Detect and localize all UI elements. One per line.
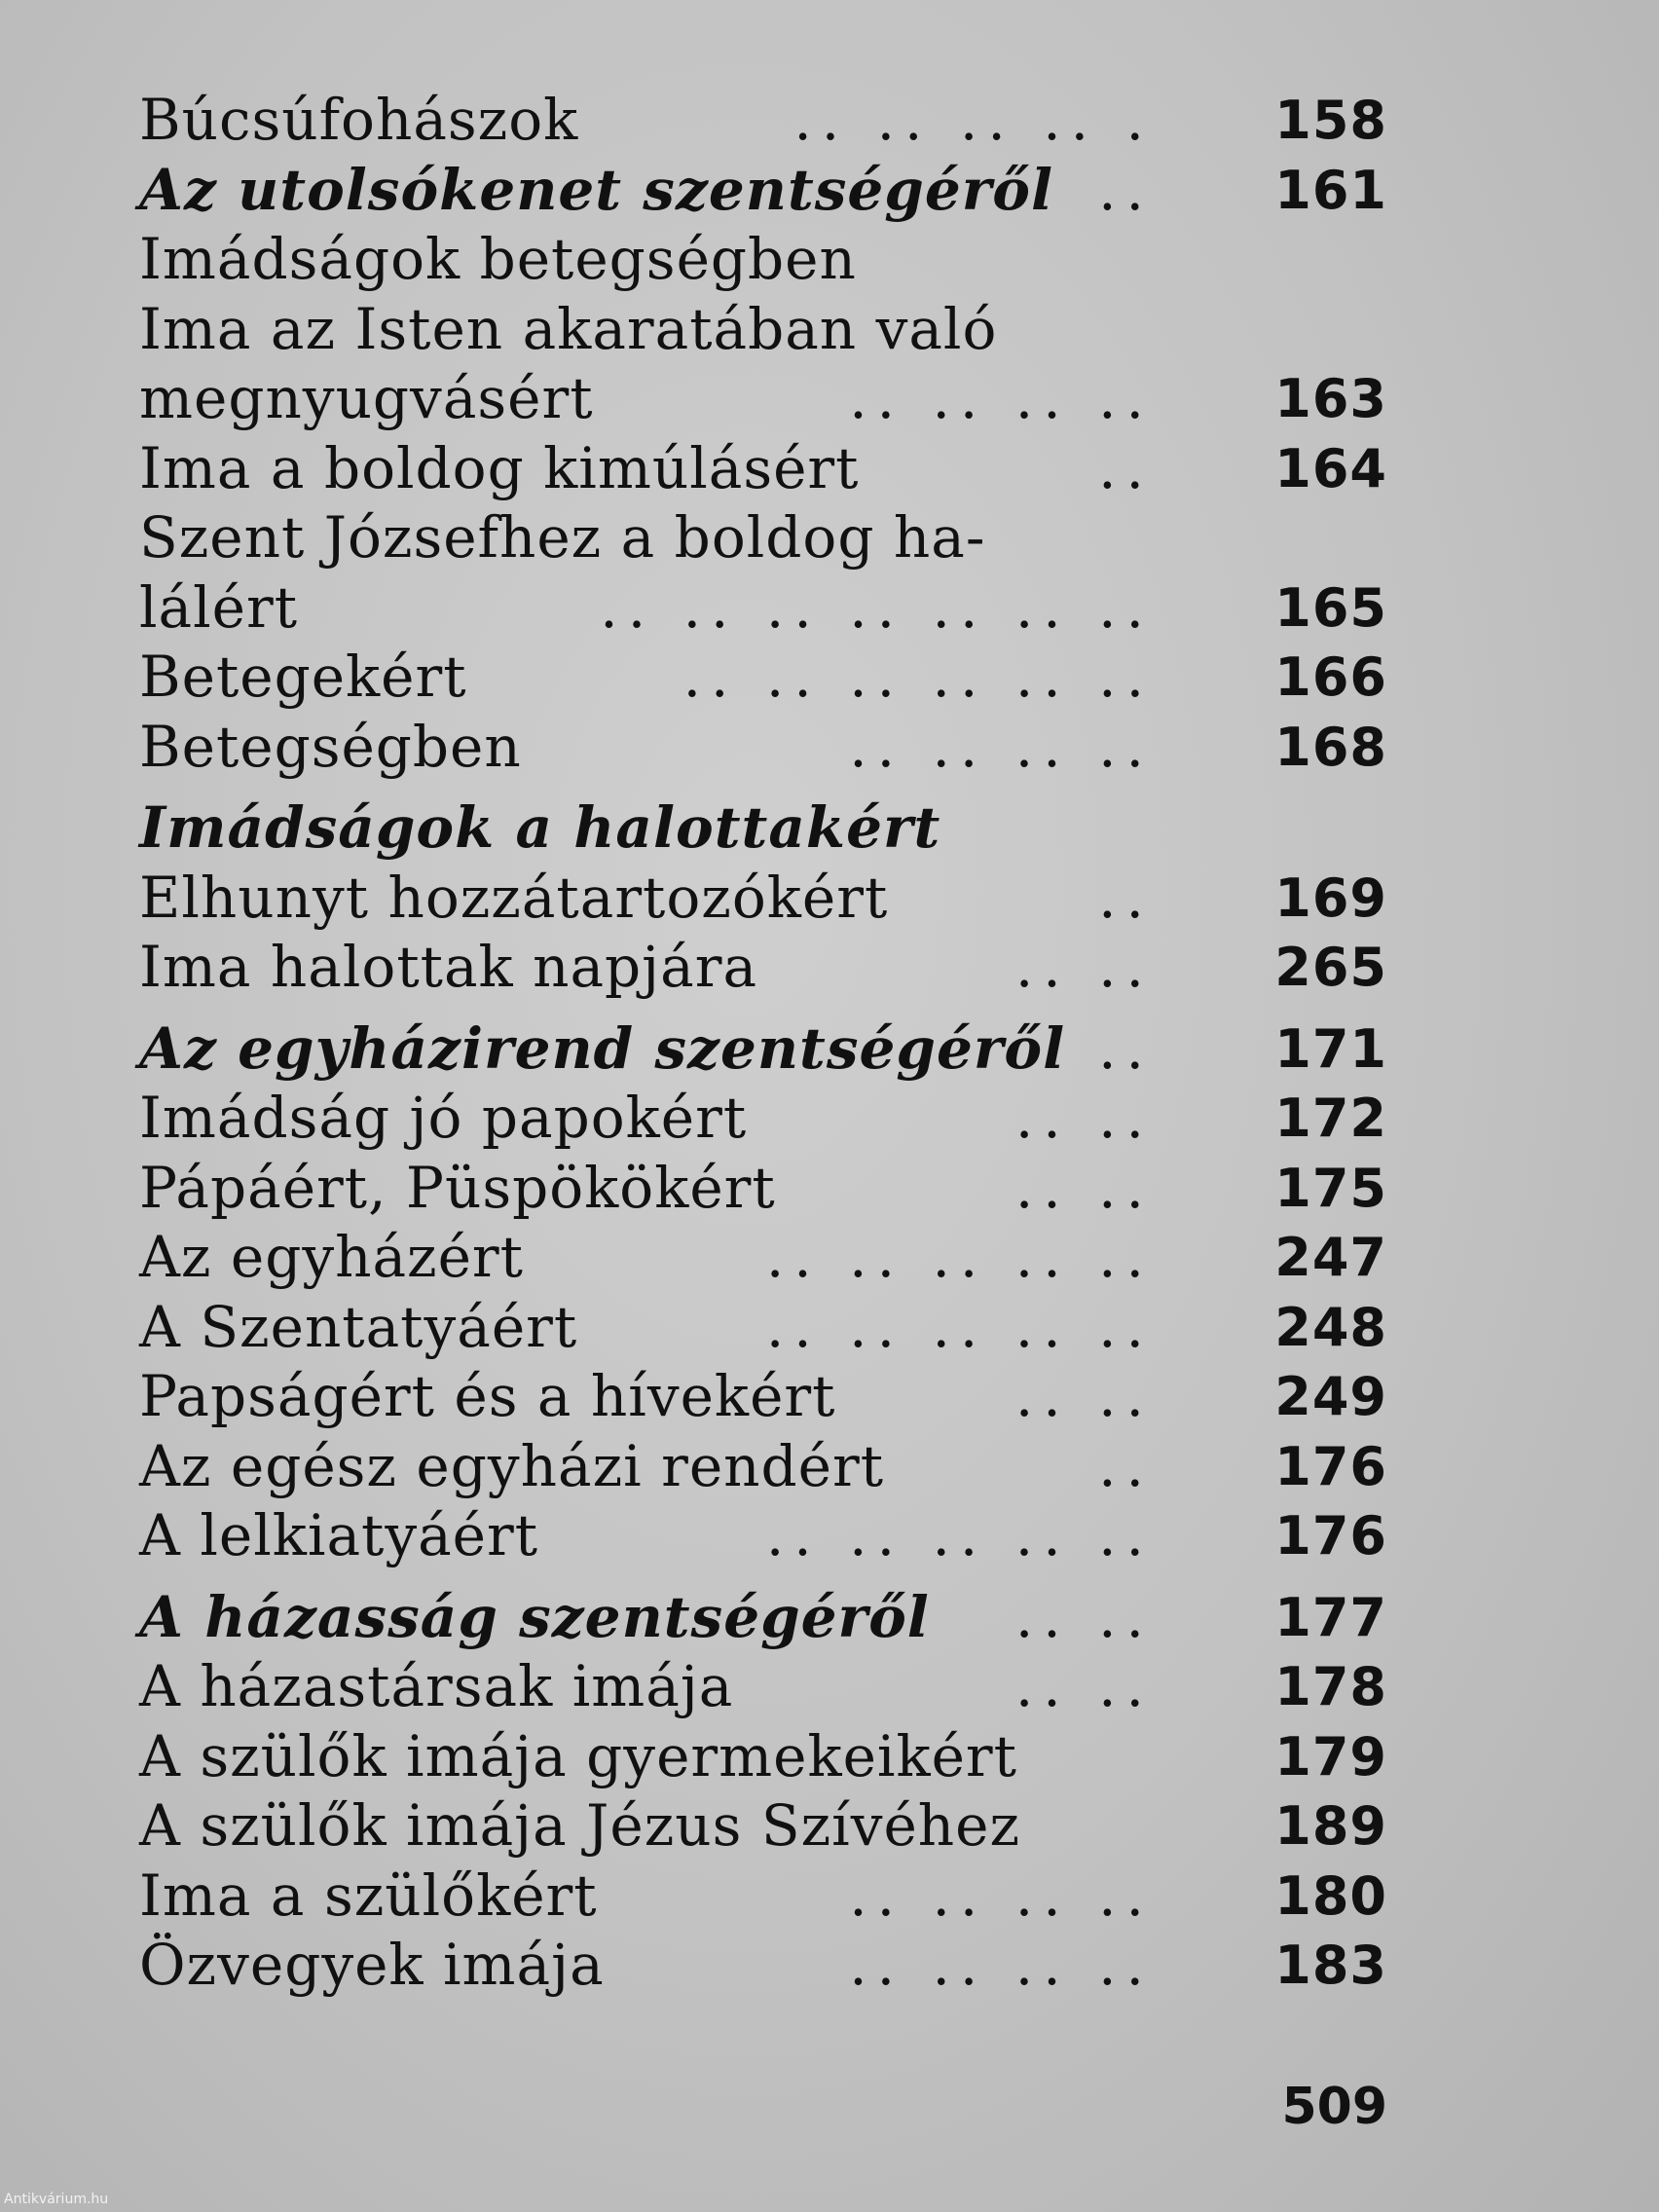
toc-entry-page: 163 [1274, 368, 1387, 429]
toc-entry [139, 864, 1387, 934]
toc-dot-leader: .. [1098, 1014, 1154, 1082]
toc-entry-page: 265 [1274, 937, 1387, 998]
toc-entry [139, 434, 1387, 504]
toc-dot-leader: .. [1098, 156, 1154, 223]
toc-entry [139, 643, 1387, 713]
toc-dot-leader: .. .. [1014, 1363, 1154, 1429]
toc-entry-page: 165 [1274, 576, 1387, 639]
toc-entry-title: Szent Józsefhez a boldog ha- [139, 504, 986, 571]
toc-entry-title: Pápáért, Püspökökért [139, 1154, 776, 1221]
toc-dot-leader: .. .. .. .. .. .. .. [600, 573, 1154, 641]
toc-entry [139, 1293, 1387, 1363]
toc-entry-page: 176 [1274, 1505, 1387, 1567]
toc-dot-leader: .. .. .. .. . [793, 87, 1154, 153]
toc-entry [139, 225, 1387, 295]
toc-entry [139, 503, 1387, 573]
toc-entry-title: Papságért és a hívekért [139, 1363, 836, 1429]
toc-entry-page: 175 [1274, 1157, 1387, 1219]
toc-entry-page: 178 [1274, 1656, 1387, 1717]
toc-entry-title: Ima halottak napjára [139, 934, 758, 1000]
toc-dot-leader: .. .. .. .. .. [765, 1293, 1154, 1360]
table-of-contents [139, 86, 1387, 2001]
toc-entry [139, 1931, 1387, 2001]
toc-entry-page: 172 [1274, 1088, 1387, 1149]
toc-entry-title: Ima az Isten akaratában való [139, 295, 998, 362]
toc-entry-page: 168 [1274, 716, 1387, 778]
toc-entry-page: 249 [1274, 1366, 1387, 1427]
toc-entry-title: Imádságok a halottakért [139, 794, 941, 861]
toc-entry-page: 177 [1274, 1586, 1387, 1648]
toc-entry-page: 164 [1274, 437, 1387, 499]
toc-entry [139, 86, 1387, 156]
toc-entry [139, 933, 1387, 1003]
toc-entry-title: lálért [139, 573, 299, 641]
toc-entry [139, 1501, 1387, 1571]
toc-dot-leader: .. .. .. .. .. [765, 1224, 1154, 1290]
toc-section-heading [139, 1583, 1387, 1653]
toc-entry [139, 295, 1387, 365]
toc-entry [139, 1722, 1387, 1792]
toc-entry [139, 1362, 1387, 1432]
toc-dot-leader: .. .. .. .. [849, 365, 1154, 431]
toc-entry [139, 713, 1387, 783]
toc-entry-title: A szülők imája gyermekeikért [139, 1722, 1017, 1789]
toc-entry [139, 1791, 1387, 1862]
toc-dot-leader: .. [1098, 434, 1154, 501]
toc-entry-title: Imádság jó papokért [139, 1085, 748, 1151]
toc-entry-title: A házasság szentségéről [139, 1583, 930, 1650]
toc-dot-leader: .. [1098, 864, 1154, 931]
toc-entry-title: A házastársak imája [139, 1653, 734, 1719]
toc-dot-leader: .. .. .. .. [849, 1932, 1154, 1998]
toc-entry-title: Betegekért [139, 644, 467, 710]
toc-entry-title: Imádságok betegségben [139, 226, 857, 292]
toc-entry-title: Az egész egyházi rendért [139, 1432, 885, 1499]
toc-entry-title: Az egyházirend szentségéről [139, 1014, 1066, 1082]
toc-entry-title: A szülők imája Jézus Szívéhez [139, 1792, 1021, 1859]
toc-entry-page: 166 [1274, 646, 1387, 708]
toc-entry [139, 1862, 1387, 1932]
toc-entry-title: Búcsúfohászok [139, 87, 579, 153]
toc-dot-leader: .. [1098, 1432, 1154, 1499]
toc-entry-title: Özvegyek imája [139, 1932, 605, 1998]
toc-entry-page: 176 [1274, 1435, 1387, 1497]
toc-entry-page: 171 [1274, 1017, 1387, 1080]
toc-entry [139, 1652, 1387, 1722]
toc-entry [139, 364, 1387, 434]
toc-entry-page: 158 [1274, 90, 1387, 151]
toc-entry-page: 161 [1274, 159, 1387, 221]
toc-entry-page: 183 [1274, 1935, 1387, 1996]
toc-dot-leader: .. .. .. .. [849, 713, 1154, 780]
toc-entry [139, 573, 1387, 644]
toc-dot-leader: .. .. [1014, 1085, 1154, 1151]
toc-entry [139, 1084, 1387, 1154]
toc-entry-title: A Szentatyáért [139, 1293, 578, 1360]
toc-entry-title: Az egyházért [139, 1224, 524, 1290]
toc-entry [139, 1154, 1387, 1224]
toc-entry-title: A lelkiatyáért [139, 1502, 539, 1568]
toc-dot-leader: .. .. .. .. [849, 1862, 1154, 1929]
toc-dot-leader: .. .. .. .. .. .. [682, 644, 1154, 710]
toc-entry-title: Betegségben [139, 713, 522, 780]
watermark: Antikvárium.hu [4, 2192, 109, 2207]
toc-entry [139, 1223, 1387, 1293]
toc-entry-title: Elhunyt hozzátartozókért [139, 864, 889, 931]
toc-dot-leader: .. .. [1014, 1653, 1154, 1719]
toc-dot-leader: .. .. [1014, 1154, 1154, 1221]
toc-entry-title: Ima a szülőkért [139, 1862, 598, 1929]
page-number: 509 [1281, 2078, 1387, 2136]
toc-section-heading [139, 1014, 1387, 1085]
toc-section-heading [139, 156, 1387, 226]
toc-entry-page: 189 [1274, 1795, 1387, 1857]
toc-entry [139, 1432, 1387, 1502]
toc-entry-page: 247 [1274, 1227, 1387, 1288]
toc-entry-page: 248 [1274, 1296, 1387, 1358]
toc-entry-title: Az utolsókenet szentségéről [139, 156, 1054, 223]
toc-entry-page: 169 [1274, 866, 1387, 929]
toc-entry-page: 179 [1274, 1725, 1387, 1788]
toc-entry-page: 180 [1274, 1864, 1387, 1927]
toc-dot-leader: .. .. [1014, 934, 1154, 1000]
toc-entry-title: megnyugvásért [139, 365, 594, 431]
toc-entry-title: Ima a boldog kimúlásért [139, 434, 860, 501]
toc-section-heading [139, 793, 1387, 864]
toc-dot-leader: .. .. .. .. .. [765, 1502, 1154, 1568]
toc-dot-leader: .. .. [1014, 1583, 1154, 1650]
